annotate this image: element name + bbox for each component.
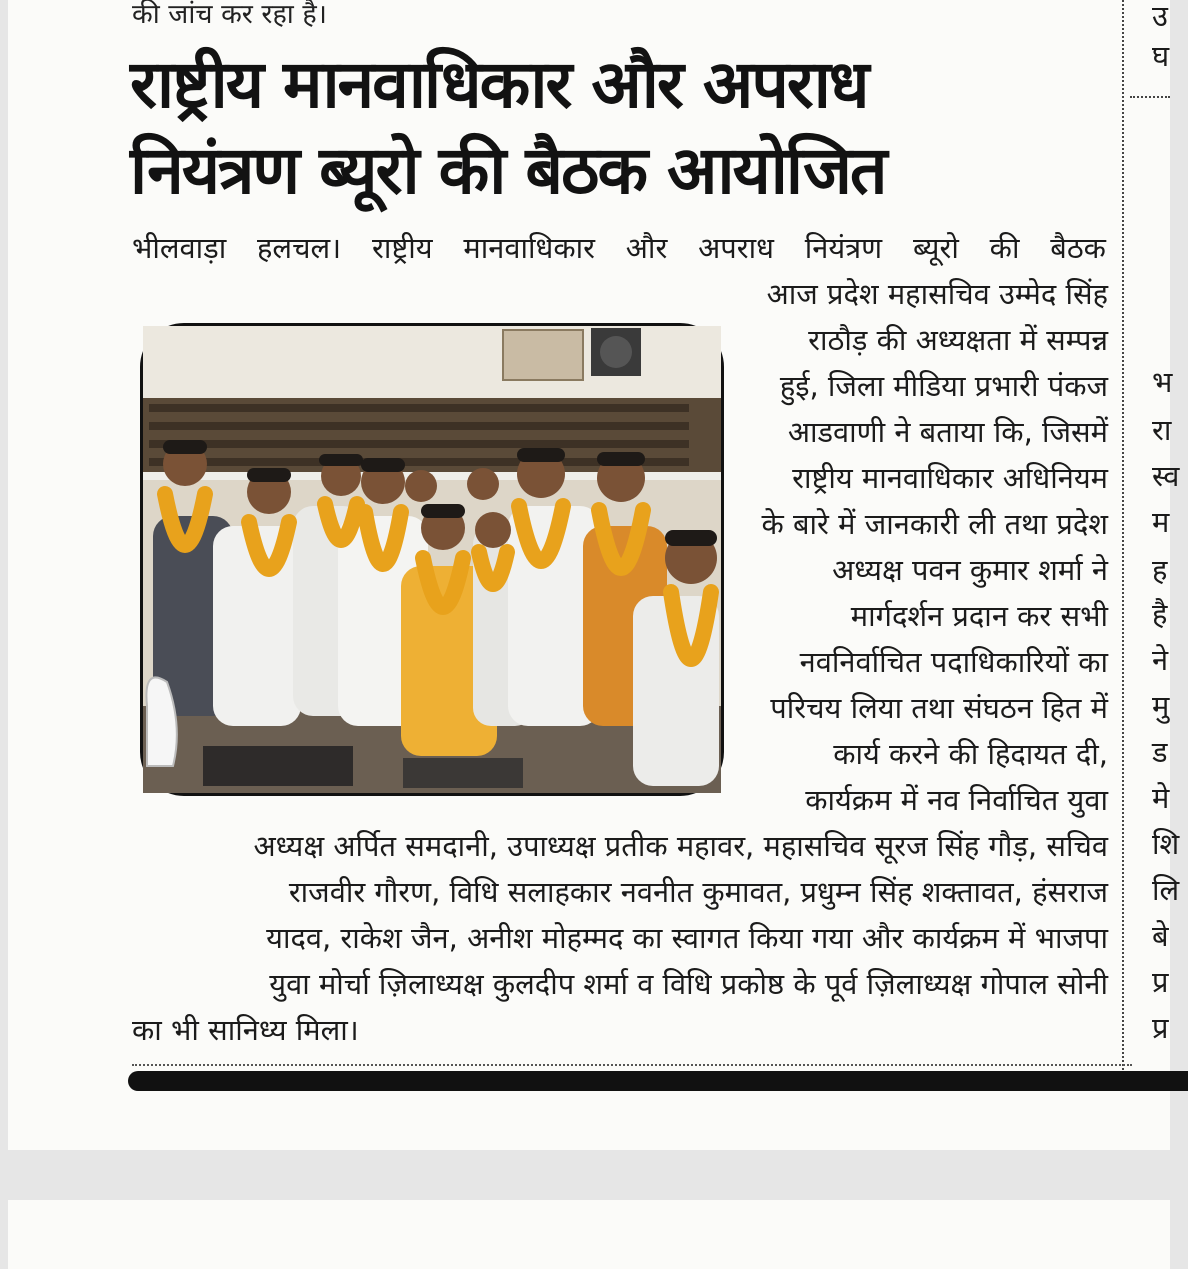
body-line-18: का भी सानिध्य मिला। <box>132 1013 359 1047</box>
next-column-char: मु <box>1152 689 1170 723</box>
next-column-char: बे <box>1152 919 1169 953</box>
next-column-char: स्व <box>1152 459 1180 493</box>
body-line-7: के बारे में जानकारी ली तथा प्रदेश <box>761 507 1108 541</box>
article-headline <box>130 42 1130 214</box>
next-column-char: म <box>1152 505 1170 539</box>
next-column-separator <box>1130 96 1170 98</box>
group-photo-icon <box>143 326 721 793</box>
next-column-char: प्र <box>1152 1011 1169 1045</box>
headline-line-2: नियंत्रण ब्यूरो की बैठक आयोजित <box>130 132 886 209</box>
body-line-4: हुई, जिला मीडिया प्रभारी पंकज <box>779 369 1108 403</box>
body-line-15: राजवीर गौरण, विधि सलाहकार नवनीत कुमावत, प्रधुम्न सिंह शक्तावत, हंसराज <box>288 875 1108 909</box>
article-bottom-dotted-rule <box>132 1064 1132 1066</box>
next-column-char: लि <box>1152 873 1180 907</box>
next-column-char: है <box>1152 597 1168 631</box>
body-line-2: आज प्रदेश महासचिव उम्मेद सिंह <box>766 277 1108 311</box>
next-page-sheet <box>8 1200 1170 1269</box>
next-column-char: शि <box>1152 827 1180 861</box>
body-line-10: नवनिर्वाचित पदाधिकारियों का <box>799 645 1108 679</box>
body-line-11: परिचय लिया तथा संघठन हित में <box>770 691 1108 725</box>
body-line-6: राष्ट्रीय मानवाधिकार अधिनियम <box>792 461 1108 495</box>
previous-article-fragment: की जांच कर रहा है। <box>132 0 327 30</box>
next-column-char: ह <box>1152 553 1168 587</box>
article-bottom-rule <box>128 1071 1188 1091</box>
group-photo <box>140 323 724 796</box>
body-line-8: अध्यक्ष पवन कुमार शर्मा ने <box>832 553 1108 587</box>
body-line-16: यादव, राकेश जैन, अनीश मोहम्मद का स्वागत किया गया और कार्यक्रम में भाजपा <box>266 921 1108 955</box>
body-line-1: भीलवाड़ा हलचल। राष्ट्रीय मानवाधिकार और अपराध नियंत्रण ब्यूरो की बैठक <box>132 231 1106 265</box>
body-line-3: राठौड़ की अध्यक्षता में सम्पन्न <box>808 323 1108 357</box>
body-line-14: अध्यक्ष अर्पित समदानी, उपाध्यक्ष प्रतीक महावर, महासचिव सूरज सिंह गौड़, सचिव <box>253 829 1108 863</box>
body-line-9: मार्गदर्शन प्रदान कर सभी <box>850 599 1108 633</box>
next-column-char: घ <box>1152 39 1170 73</box>
column-divider <box>1122 0 1124 1070</box>
newspaper-page <box>8 0 1180 1150</box>
next-column-char: प्र <box>1152 965 1169 999</box>
next-column-char: मे <box>1152 781 1170 815</box>
headline-line-1: राष्ट्रीय मानवाधिकार और अपराध <box>130 46 868 123</box>
body-line-17: युवा मोर्चा ज़िलाध्यक्ष कुलदीप शर्मा व विधि प्रकोष्ठ के पूर्व ज़िलाध्यक्ष गोपाल सोनी <box>269 967 1108 1001</box>
next-column-char: उ <box>1152 0 1168 33</box>
next-column-char: ने <box>1152 643 1169 677</box>
next-column-char: भ <box>1152 365 1173 399</box>
body-line-13: कार्यक्रम में नव निर्वाचित युवा <box>805 783 1108 817</box>
next-column-char: रा <box>1152 413 1172 447</box>
body-line-12: कार्य करने की हिदायत दी, <box>833 737 1108 771</box>
body-line-5: आडवाणी ने बताया कि, जिसमें <box>787 415 1108 449</box>
next-column-char: ड <box>1152 735 1168 769</box>
